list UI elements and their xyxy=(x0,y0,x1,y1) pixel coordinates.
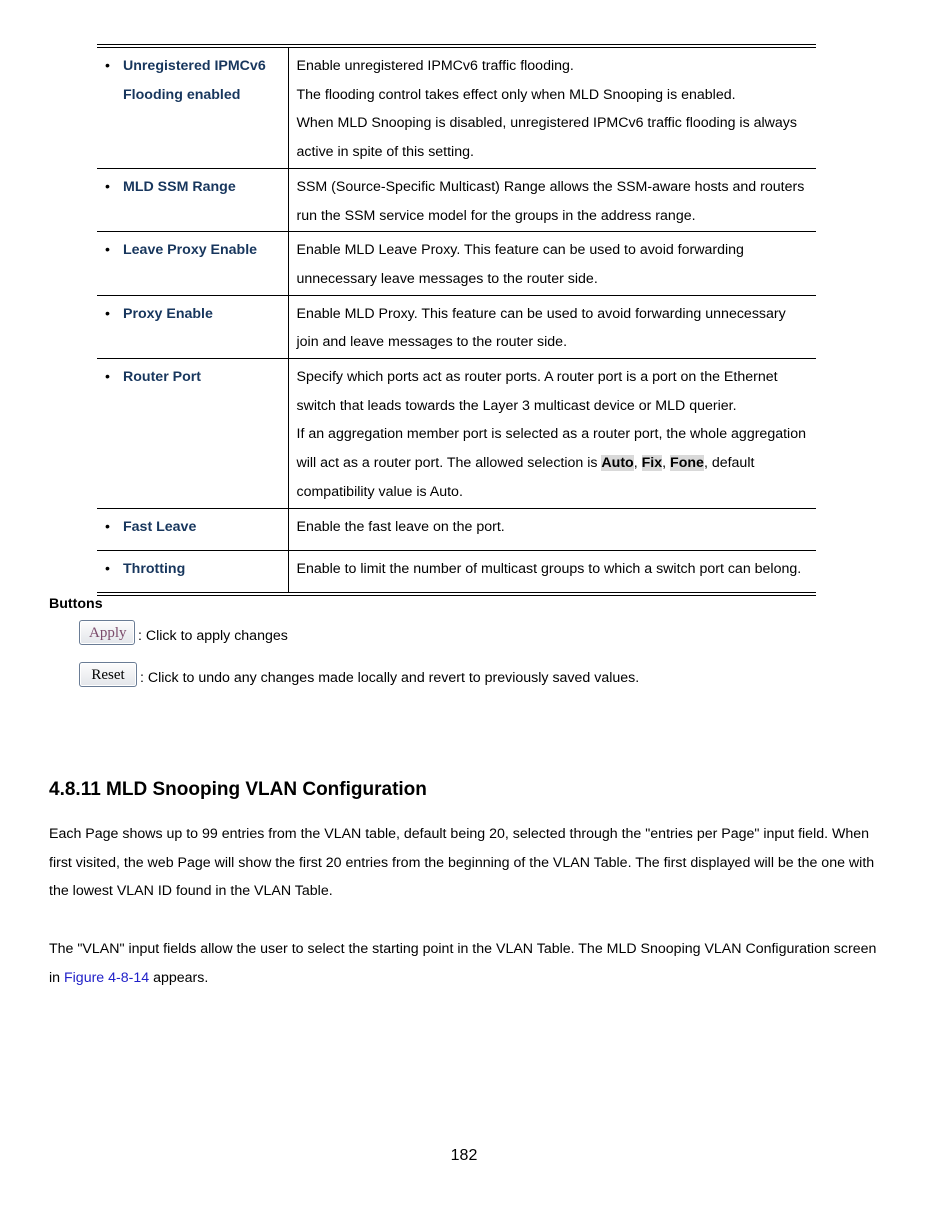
param-name-cell xyxy=(97,168,288,231)
param-name-cell xyxy=(97,46,288,168)
section-paragraph: Each Page shows up to 99 entries from the VLAN table, default being 20, selected through the "entries per Page" input field. When first visited, the web Page will show the first 20 entries from the beginning of the VLAN Table. The first displayed will be the one with the lowest VLAN ID found in the VLAN Table. xyxy=(49,826,875,900)
param-desc: Enable MLD Leave Proxy. This feature can be used to avoid forwarding unnecessary leave messages to the router side. xyxy=(296,242,744,287)
separator: , xyxy=(633,455,638,472)
param-name: Unregistered IPMCv6 Flooding enabled xyxy=(123,58,266,103)
param-desc: Enable unregistered IPMCv6 traffic flooding. xyxy=(296,58,574,74)
figure-link[interactable]: Figure 4-8-14 xyxy=(63,969,150,986)
apply-button-desc: : Click to apply changes xyxy=(138,628,288,644)
reset-button[interactable]: Reset xyxy=(79,662,137,687)
param-desc xyxy=(297,420,811,506)
param-name: Throtting xyxy=(123,561,186,578)
param-name: MLD SSM Range xyxy=(123,178,236,195)
bullet-icon: • xyxy=(105,58,110,74)
param-name-cell xyxy=(97,232,288,295)
bullet-icon: • xyxy=(105,178,110,195)
reset-button-row xyxy=(79,662,639,687)
param-desc-cell xyxy=(288,168,816,231)
param-desc: SSM (Source-Specific Multicast) Range allows the SSM-aware hosts and routers run the SSM service model for the groups in the address range. xyxy=(296,178,805,224)
section-title: 4.8.11 MLD Snooping VLAN Configuration xyxy=(49,779,427,800)
param-desc: The flooding control takes effect only when MLD Snooping is enabled. xyxy=(296,86,736,103)
page-number: 182 xyxy=(450,1147,478,1164)
param-desc: Enable MLD Proxy. This feature can be used to avoid forwarding unnecessary join and leave messages to the router side. xyxy=(296,305,786,351)
paragraph-text: appears. xyxy=(149,969,209,986)
param-desc: When MLD Snooping is disabled, unregistered IPMCv6 traffic flooding is always active in spite of this setting. xyxy=(296,115,797,161)
parameter-table xyxy=(97,44,816,596)
option-fix: Fix xyxy=(641,455,663,472)
buttons-heading: Buttons xyxy=(49,596,103,612)
param-desc-cell xyxy=(288,359,816,509)
param-name-cell xyxy=(97,359,288,509)
section-paragraph xyxy=(49,935,889,992)
bullet-icon: • xyxy=(105,369,110,386)
param-desc: Enable the fast leave on the port. xyxy=(296,518,505,535)
bullet-icon: • xyxy=(105,305,110,322)
param-desc-text: , default compatibility value is Auto. xyxy=(296,455,755,500)
param-name: Proxy Enable xyxy=(123,305,213,322)
param-desc-cell xyxy=(288,551,816,594)
option-auto: Auto xyxy=(601,455,634,472)
param-name: Fast Leave xyxy=(123,518,197,535)
table-row xyxy=(97,551,816,594)
reset-button-desc: : Click to undo any changes made locally and revert to previously saved values. xyxy=(140,670,640,686)
option-fone: Fone xyxy=(670,455,704,472)
param-desc: Specify which ports act as router ports. A router port is a port on the Ethernet switch that leads towards the Layer 3 multicast device or MLD querier. xyxy=(296,369,778,414)
apply-button[interactable]: Apply xyxy=(79,620,135,645)
param-name-cell xyxy=(97,295,288,358)
param-name: Router Port xyxy=(123,369,202,386)
bullet-icon: • xyxy=(105,242,110,259)
table-row xyxy=(97,295,816,358)
param-name: Leave Proxy Enable xyxy=(123,242,258,259)
param-name-cell xyxy=(97,551,288,594)
table-row xyxy=(97,359,816,509)
param-name-cell xyxy=(97,508,288,551)
apply-button-row xyxy=(79,620,288,645)
paragraph-text: The "VLAN" input fields allow the user to select the starting point in the VLAN Table. The MLD Snooping VLAN Configuration screen in xyxy=(49,941,877,986)
param-desc-cell xyxy=(288,295,816,358)
param-desc-cell xyxy=(288,508,816,551)
param-desc-cell xyxy=(288,46,816,168)
table-row xyxy=(97,168,816,231)
table-row xyxy=(97,46,816,168)
bullet-icon: • xyxy=(105,561,110,578)
param-desc: Enable to limit the number of multicast groups to which a switch port can belong. xyxy=(296,561,802,578)
param-desc-text: If an aggregation member port is selected as a router port, the whole aggregation will act as a router port. The allowed selection is xyxy=(296,426,806,472)
table-row xyxy=(97,232,816,295)
param-desc-cell xyxy=(288,232,816,295)
bullet-icon: • xyxy=(105,518,110,535)
separator: , xyxy=(662,455,667,472)
table-row xyxy=(97,508,816,551)
